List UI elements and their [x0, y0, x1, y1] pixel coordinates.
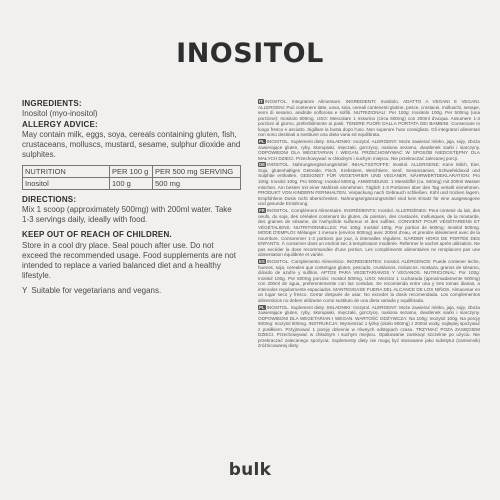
nutrition-table-header: [23, 166, 241, 178]
allergy-heading: ALLERGY ADVICE:: [22, 120, 98, 129]
translation-text: INOSITOL. Complément Alimentaire. INGRÉDIENTS: Inositol. ALLERGÈNES: Peut contenir du lait, des oeufs, du soja, des céréales contenant du gluten, du poisson, des crustacés, mollusques, de la moutarde, des graines de sésame, de l'anhydride sulfureux et des sulfites. CONVIENT POUR VÉGÉTARIENS ET VÉGÉTALIENS. NUTRITIONNELLES: Par 100g: Inositol 100g. Par portion de 500mg: Inositol 500mg. MODE D'EMPLOI: Mélanger 1 mesure (environ 500mg) avec 200ml d'eau, et prendre idéalement avec de la nourriture. Consommer 1-3 portions par jour, à intervalles réguliers. GARDER HORS DE PORTÉE DES ENFANTS. À conserver dans un endroit sec à température modérée. Refermer le sachet après utilisation. Ne pas excéder la dose recommandée d'une portion. Les compléments alimentaires ne remplacent pas une alimentation équilibrée et variée.: [258, 207, 480, 258]
ingredients-text: Inositol (myo-inositol): [22, 109, 98, 118]
language-code-badge: ES: [259, 259, 265, 265]
table-cell: 500 mg: [153, 178, 241, 190]
product-title: INOSITOL: [176, 38, 324, 69]
language-code-badge: PL: [259, 139, 265, 145]
table-row: [23, 178, 241, 190]
translation-paragraph: [258, 99, 480, 138]
language-code-badge: PL: [259, 304, 265, 310]
english-label-panel: [22, 99, 241, 296]
table-header-cell: NUTRITION: [23, 166, 110, 178]
translation-text: INOSITOL. Integratore Alimentare. INGREDIENTI: Inositolo. ADATTO A VEGANI E VEGANI. ALLERGENI: Può contenere latte, uova, soia, cereali contenenti glutine, pesce, crostacei, molluschi, senape, semi di sesamo, anidride solforosa e solfiti. NUTRIZIONALI: Per 100g: Inositolo 100g. Per 500mg (una porzione): Inositolo 500mg. USO: Mescolare 1 misurino (circa 500mg) con 200ml d'acqua. Assumere 1-3 porzioni al giorno, preferibilmente ai pasti. TENERE FUORI DALLA PORTATA DEI BAMBINI. Conservare in luogo fresco e asciutto. Sigillare la busta dopo l'uso. Non superare l'uso consigliato. Gli integratori alimentari non sono destinati a sostituire una dieta varia ed equilibrata.: [258, 99, 480, 138]
directions-text: Mix 1 scoop (approximately 500mg) with 200ml water. Take 1-3 servings daily, ideally with food.: [22, 205, 232, 224]
translation-text: INOSITOL. Suplement diety. SKŁADNIKI: Inozytol. ALERGENY: Może zawierać mleko, jaja, soję, zboża zawierające gluten, ryby, skorupiaki, mięczaki, gorczycę, nasiona sezamu, dwutlenek siarki i siarczyny. ODPOWIEDNI DLA WEGETARIAN I WEGAN. PRZECHOWYWAĆ W SPOSÓB NIEDOSTĘPNY DLA MAŁYCH DZIECI. Przechowywać w chłodnym i suchym miejscu. Nie przekraczać zalecanej porcji.: [258, 139, 480, 161]
table-cell: 100 g: [110, 178, 153, 190]
translation-paragraph: [258, 208, 480, 258]
leaf-v-icon: Y: [22, 286, 28, 295]
storage-text: Store in a cool dry place. Seal pouch after use. Do not exceed the recommended usage. Food supplements are not intended to replace a varied balanced diet and a healthy lifestyle.: [22, 241, 236, 280]
allergy-text: May contain milk, eggs, soya, cereals containing gluten, fish, crustaceans, molluscs, mustard, sesame, sulphur dioxide and sulphites.: [22, 130, 241, 159]
directions-heading: DIRECTIONS:: [22, 195, 77, 204]
translation-text: INOSITOL. Nahrungsergänzungsmittel. INHALTSSTOFFE: Inositol. ALLERGENE: Kann Milch, Eier, Soja, glutenhaltiges Getreide, Fisch, Krebstiere, Weichtiere, Senf, Sesamsamen, Schwefeldioxid und Sulphite enthalten. GEEIGNET FÜR VEGETARIER UND VEGANER. NÄHRWERTDEKLARATION: Pro 100g: Inositol 100g. Pro 500mg: Inositol 500mg. ANWENDUNG: 1 Messlöffel (ca. 500mg) mit 200ml Wasser mischen. Am besten mit einer Mahlzeit einnehmen. Täglich 1-3 Portionen über den Tag verteilt einnehmen. PRODUKT VON KINDERN FERNHALTEN. Verpackung nach Gebrauch schließen. Kühl und trocken lagern. Empfohlene Dosis nicht überschreiten. Nahrungsergänzungsmittel sind kein Ersatz für eine ausgewogene und gesunde Ernährung.: [258, 162, 480, 207]
table-cell: Inositol: [23, 178, 110, 190]
translations-panel: [258, 99, 480, 350]
table-header-cell: PER 100 g: [110, 166, 153, 178]
ingredients-heading: INGREDIENTS:: [22, 99, 82, 108]
warning-heading: KEEP OUT OF REACH OF CHILDREN.: [22, 230, 172, 239]
translation-paragraph: [258, 305, 480, 349]
language-code-badge: DE: [259, 162, 266, 168]
translation-paragraph: [258, 259, 480, 303]
translation-text: INOSITOL. Complemento Alimenticio. INGREDIENTES: Inositol. ALÉRGENOS: Puede contener leche, huevos, soja, cereales que contengan gluten, pescado, crustáceos, moluscos, mostaza, granos de sésamo, dióxido de azufre y sulfitos. APTOS PARA VEGETARIANOS Y VEGANOS. NUTRICIONAL: Por 100g: Inositol 100g. Por 500mg porción: Inositol 500mg. USO: Mezclar 1 cucharada (aproximadamente 500mg) con 200ml de agua, preferentemente con las comidas. Se recomienda entre una y tres tomas diarias, a intervalos regularmente espaciados. MANTENGASE FUERA DEL ALCANCE DE LOS NIÑOS. Almacenar en un lugar seco y fresco. Cerrar después de usar. No exceder la dosis recomendada. Los complementos alimenticios no deben utilizarse como sustituto de una dieta variada y equilibrada.: [258, 259, 480, 303]
translation-text: INOSITOL. Suplement diety. SKŁADNIKI: Inozytol. ALERGENY: Może zawierać mleko, jaja, soję, zboża zawierające gluten, ryby, skorupiaki, mięczaki, gorczycę, nasiona sezamu, dwutlenek siarki i siarczyny. ODPOWIEDNI DLA WEGETARIAN I WEGAN. WARTOŚĆ ODŻYWCZA: Na 100g: Inozytol 100g. Na porcję 500mg: Inozytol 500mg. INSTRUKCJA: Wymieszać 1 łyżkę (około 500mg) z 200ml wody, najlepiej spożywać z posiłkiem. Przyjmować 1 porcję dziennie w równych odstępach czasu. TRZYMAĆ POZA ZASIĘGIEM DZIECI. Przechowywać w chłodnym i suchym miejscu. Opakowanie zamknąć szczelnie po użyciu. Nie przekraczać zalecanego spożycia. Suplementy diety nie mogą być stosowane jako substytut (zamiennik) zróżnicowanej diety.: [258, 304, 480, 349]
table-header-cell: PER 500 mg SERVING: [153, 166, 241, 178]
language-code-badge: FR: [259, 207, 265, 213]
brand-logo: bulk: [228, 460, 272, 480]
translation-paragraph: [258, 139, 480, 161]
nutrition-table: [22, 165, 241, 190]
vegan-text: Suitable for vegetarians and vegans.: [31, 286, 162, 295]
vegan-notice: [22, 286, 241, 296]
language-code-badge: IT: [259, 99, 263, 104]
translation-paragraph: [258, 162, 480, 206]
